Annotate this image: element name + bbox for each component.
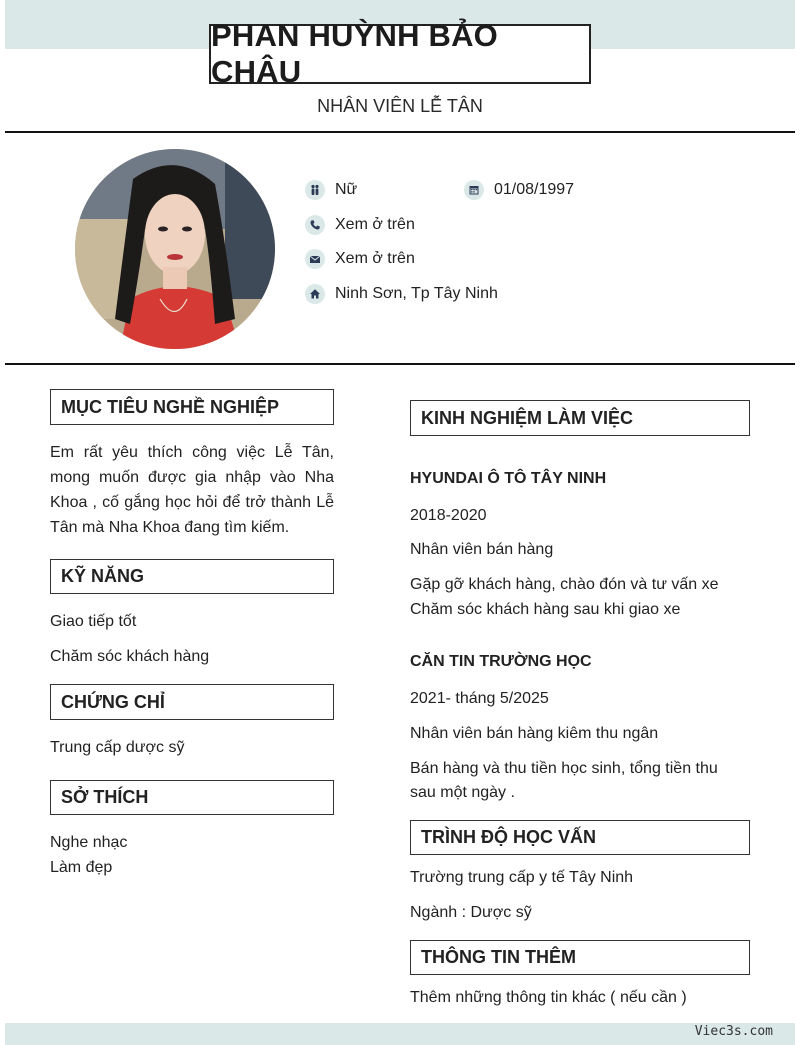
objective-text: Em rất yêu thích công việc Lễ Tân, mong muốn được gia nhập vào Nha Khoa , cố gắng học hỏi để trở thành Lễ Tân mà Nha Khoa đang tìm kiếm. xyxy=(50,444,334,536)
calendar-icon xyxy=(464,180,484,200)
experience-heading: KINH NGHIỆM LÀM VIỆC xyxy=(410,400,750,436)
company-name: HYUNDAI Ô TÔ TÂY NINH xyxy=(410,470,607,487)
job-description-line: sau một ngày . xyxy=(410,784,515,801)
certificates-heading: CHỨNG CHỈ xyxy=(50,684,334,720)
gender-row xyxy=(305,180,357,200)
extra-info-heading: THÔNG TIN THÊM xyxy=(410,940,750,975)
profile-photo xyxy=(75,149,275,349)
school-name: Trường trung cấp y tế Tây Ninh xyxy=(410,869,634,886)
education-heading: TRÌNH ĐỘ HỌC VẤN xyxy=(410,820,750,855)
job-position: Nhân viên bán hàng kiêm thu ngân xyxy=(410,725,659,742)
certificate-item: Trung cấp dược sỹ xyxy=(50,739,185,756)
footer-watermark: Viec3s.com xyxy=(694,1024,773,1039)
birthday-value: 01/08/1997 xyxy=(494,181,575,198)
skill-item: Chăm sóc khách hàng xyxy=(50,648,210,665)
extra-info-text: Thêm những thông tin khác ( nếu cần ) xyxy=(410,989,687,1006)
home-icon xyxy=(305,284,325,304)
skill-item: Giao tiếp tốt xyxy=(50,613,137,630)
job-period: 2018-2020 xyxy=(410,507,487,524)
address-value: Ninh Sơn, Tp Tây Ninh xyxy=(335,285,498,302)
person-icon xyxy=(305,180,325,200)
major: Ngành : Dược sỹ xyxy=(410,904,532,921)
gender-value: Nữ xyxy=(335,181,358,198)
job-position: Nhân viên bán hàng xyxy=(410,541,554,558)
hobby-item: Nghe nhạc xyxy=(50,834,128,851)
objective-heading: MỤC TIÊU NGHỀ NGHIỆP xyxy=(50,389,334,425)
hobbies-heading: SỞ THÍCH xyxy=(50,780,334,815)
company-name: CĂN TIN TRƯỜNG HỌC xyxy=(410,653,592,670)
address-row xyxy=(305,284,498,304)
birthday-row xyxy=(464,180,574,200)
job-description-line: Bán hàng và thu tiền học sinh, tổng tiền thu xyxy=(410,760,718,777)
divider-top xyxy=(5,131,795,133)
candidate-name: PHAN HUỲNH BẢO CHÂU xyxy=(209,24,591,84)
phone-row xyxy=(305,215,415,235)
divider-middle xyxy=(5,363,795,365)
footer-band xyxy=(5,1023,795,1045)
hobby-item: Làm đẹp xyxy=(50,859,113,876)
phone-icon xyxy=(305,215,325,235)
phone-value: Xem ở trên xyxy=(335,216,415,233)
envelope-icon xyxy=(305,249,325,269)
job-description-line: Gặp gỡ khách hàng, chào đón và tư vấn xe xyxy=(410,576,719,593)
email-row xyxy=(305,249,415,269)
skills-heading: KỸ NĂNG xyxy=(50,559,334,594)
email-value: Xem ở trên xyxy=(335,250,415,267)
job-description-line: Chăm sóc khách hàng sau khi giao xe xyxy=(410,601,681,618)
job-title: NHÂN VIÊN LỄ TÂN xyxy=(317,96,483,116)
job-period: 2021- tháng 5/2025 xyxy=(410,690,549,707)
